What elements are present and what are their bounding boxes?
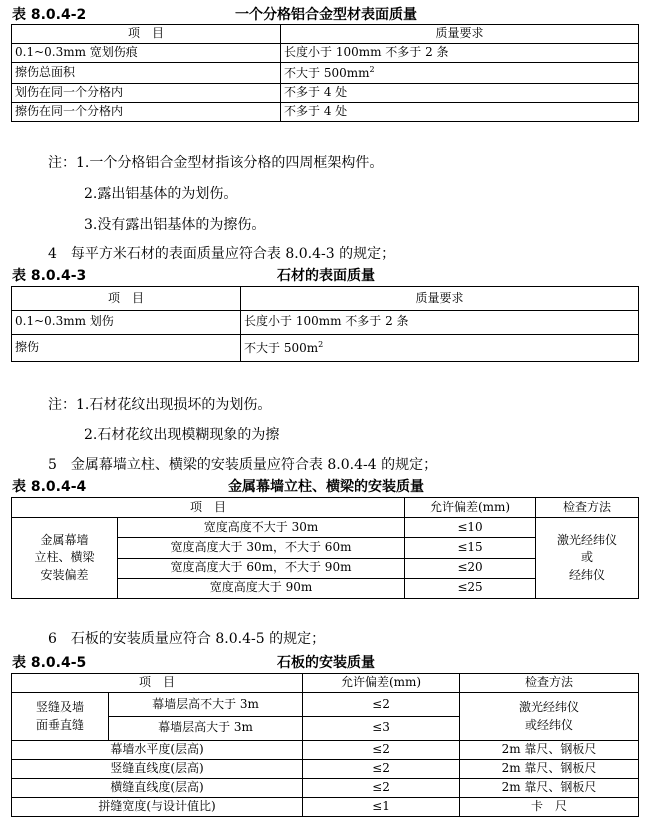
table-row [12, 693, 639, 717]
cell-tolerance: ≤20 [405, 558, 536, 578]
cell-tolerance: ≤1 [303, 797, 460, 816]
cell-requirement: 长度小于 100mm 不多于 2 条 [281, 43, 639, 62]
cell-method: 2m 靠尺、钢板尺 [460, 759, 639, 778]
group-line: 面垂直缝 [35, 718, 84, 733]
cell-item: 竖缝直线度(层高) [12, 759, 303, 778]
table-caption [12, 652, 640, 674]
table-number: 表 8.0.4-3 [12, 268, 87, 284]
cell-tolerance: ≤3 [303, 716, 460, 740]
note-line: 3.没有露出铝基体的为擦伤。 [84, 217, 266, 233]
cell-item: 幕墙层高大于 3m [109, 716, 303, 740]
col-header-method: 检查方法 [460, 674, 639, 693]
cell-item: 0.1~0.3mm 宽划伤痕 [12, 43, 281, 62]
col-header-item: 项 目 [12, 25, 281, 44]
col-header-requirement: 质量要求 [241, 287, 639, 311]
cell-item: 幕墙水平度(层高) [12, 740, 303, 759]
table-caption [12, 476, 640, 498]
col-header-tolerance: 允许偏差(mm) [303, 674, 460, 693]
col-header-tolerance: 允许偏差(mm) [405, 498, 536, 518]
table-row [12, 43, 639, 62]
group-line: 金属幕墙 [40, 533, 89, 547]
cell-requirement [281, 62, 639, 83]
cell-tolerance: ≤2 [303, 693, 460, 717]
cell-requirement-text: 不大于 500mm [284, 66, 370, 81]
cell-method: 卡 尺 [460, 797, 639, 816]
table-row [12, 103, 639, 122]
note-line: 注：1.一个分格铝合金型材指该分格的四周框架构件。 [48, 155, 384, 171]
cell-requirement-text: 不大于 500m [244, 341, 319, 356]
paragraph: 4 每平方米石材的表面质量应符合表 8.0.4-3 的规定； [48, 246, 396, 262]
paragraph: 5 金属幕墙立柱、横梁的安装质量应符合表 8.0.4-4 的规定； [48, 457, 438, 473]
cell-item: 擦伤 [12, 334, 241, 361]
table-row [12, 334, 639, 361]
note-line: 2.石材花纹出现模糊现象的为擦 [84, 427, 280, 443]
superscript: 2 [318, 340, 324, 350]
cell-item: 横缝直线度(层高) [12, 778, 303, 797]
cell-requirement [241, 334, 639, 361]
table-number: 表 8.0.4-4 [12, 479, 87, 495]
table-row [12, 62, 639, 83]
table-number: 表 8.0.4-2 [12, 7, 87, 23]
group-line: 安装偏差 [40, 567, 89, 582]
table-number: 表 8.0.4-5 [12, 655, 87, 671]
table-row [12, 518, 639, 538]
method-line: 激光经纬仪 [518, 700, 579, 715]
method-line: 经纬仪 [568, 567, 605, 582]
superscript: 2 [369, 65, 375, 75]
paragraph: 6 石板的安装质量应符合 8.0.4-5 的规定； [48, 631, 326, 647]
cell-requirement: 不多于 4 处 [281, 84, 639, 103]
cell-tolerance: ≤10 [405, 518, 536, 538]
col-header-item: 项 目 [12, 674, 303, 693]
cell-tolerance: ≤2 [303, 759, 460, 778]
table-title: 石板的安装质量 [277, 655, 375, 671]
method-line: 激光经纬仪 [556, 533, 617, 547]
group-line: 立柱、横梁 [34, 550, 95, 565]
note-line: 2.露出铝基体的为划伤。 [84, 186, 238, 202]
cell-requirement: 不多于 4 处 [281, 103, 639, 122]
cell-item: 幕墙层高不大于 3m [109, 693, 303, 717]
table-caption [12, 265, 640, 287]
cell-item: 宽度高度大于 90m [118, 578, 405, 598]
col-header-item: 项 目 [12, 287, 241, 311]
surface-quality-table [11, 24, 639, 122]
col-header-method: 检查方法 [536, 498, 639, 518]
table-caption [12, 4, 640, 26]
table-row [12, 759, 639, 778]
cell-item: 擦伤总面积 [12, 62, 281, 83]
cell-tolerance: ≤2 [303, 778, 460, 797]
col-header-requirement: 质量要求 [281, 25, 639, 44]
cell-tolerance: ≤15 [405, 538, 536, 558]
cell-item: 宽度高度不大于 30m [118, 518, 405, 538]
cell-item: 宽度高度大于 60m，不大于 90m [118, 558, 405, 578]
table-row [12, 797, 639, 816]
group-cell [12, 693, 109, 741]
note-line: 注：1.石材花纹出现损坏的为划伤。 [48, 397, 272, 413]
group-cell [12, 518, 118, 599]
table-row [12, 84, 639, 103]
table-row [12, 740, 639, 759]
col-header-item: 项 目 [12, 498, 405, 518]
metal-curtain-wall-table [11, 497, 639, 599]
cell-requirement: 长度小于 100mm 不多于 2 条 [241, 310, 639, 334]
cell-item: 擦伤在同一个分格内 [12, 103, 281, 122]
table-title: 石材的表面质量 [277, 268, 375, 284]
method-line: 或经纬仪 [524, 718, 573, 733]
table-title: 金属幕墙立柱、横梁的安装质量 [228, 479, 424, 495]
method-line: 或 [580, 550, 593, 565]
method-cell [460, 693, 639, 741]
group-line: 竖缝及墙 [35, 700, 84, 715]
stone-installation-table [11, 673, 639, 817]
cell-method: 2m 靠尺、钢板尺 [460, 740, 639, 759]
cell-tolerance: ≤2 [303, 740, 460, 759]
cell-tolerance: ≤25 [405, 578, 536, 598]
table-row [12, 778, 639, 797]
cell-item: 划伤在同一个分格内 [12, 84, 281, 103]
table-title: 一个分格铝合金型材表面质量 [235, 7, 417, 23]
cell-method: 2m 靠尺、钢板尺 [460, 778, 639, 797]
cell-item: 0.1~0.3mm 划伤 [12, 310, 241, 334]
table-row [12, 310, 639, 334]
cell-item: 宽度高度大于 30m，不大于 60m [118, 538, 405, 558]
method-cell [536, 518, 639, 599]
stone-surface-table [11, 286, 639, 362]
cell-item: 拼缝宽度(与设计值比) [12, 797, 303, 816]
